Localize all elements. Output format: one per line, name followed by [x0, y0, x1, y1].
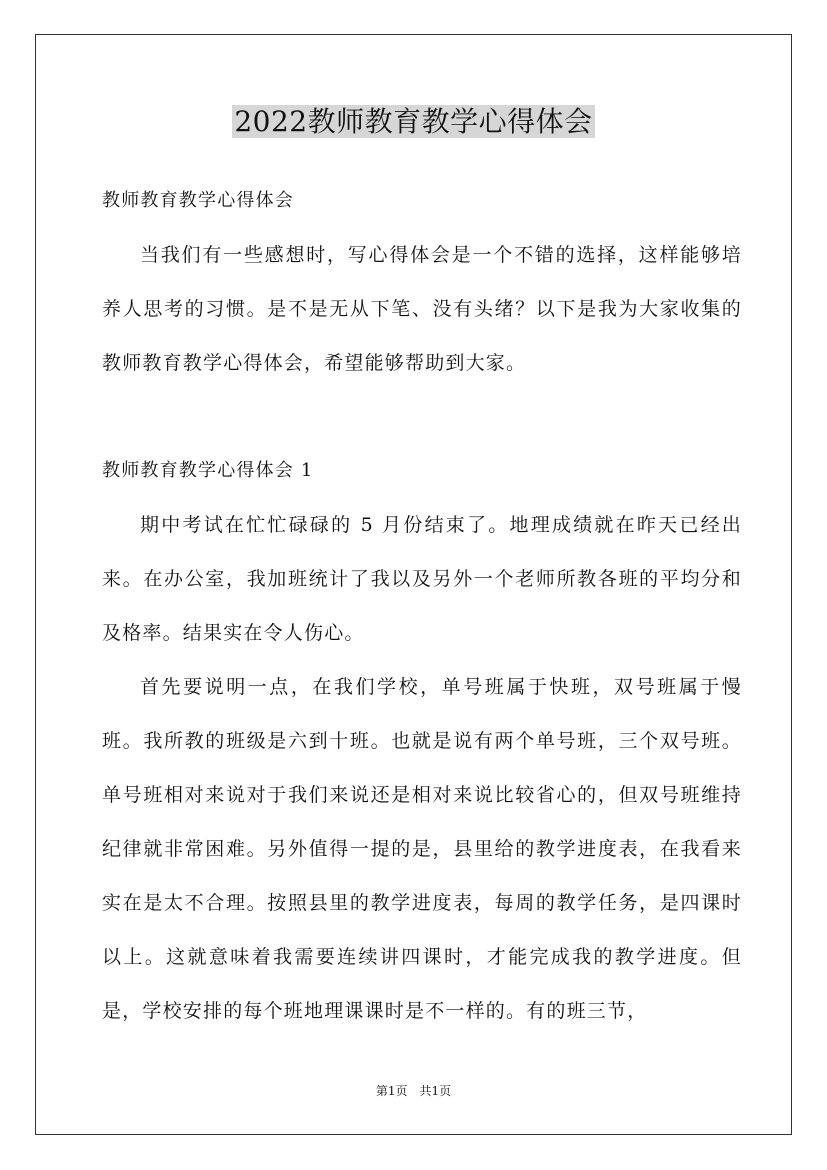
body-paragraph: 期中考试在忙忙碌碌的 5 月份结束了。地理成绩就在昨天已经出来。在办公室，我加班统计了我以及另外一个老师所教各班的平均分和及格率。结果实在令人伤心。 [102, 514, 742, 644]
section-heading: 教师教育教学心得体会 [102, 190, 294, 211]
blank-line [102, 390, 742, 444]
page-total: 共1页 [419, 1084, 452, 1098]
article-heading: 教师教育教学心得体会 1 [102, 460, 314, 481]
document-title [0, 101, 827, 143]
body-paragraph: 首先要说明一点，在我们学校，单号班属于快班，双号班属于慢班。我所教的班级是六到十班。也就是说有两个单号班，三个双号班。单号班相对来说对于我们来说还是相对来说比较省心的，但双号班维持纪律就非常困难。另外值得一提的是，县里给的教学进度表，在我看来实在是太不合理。按照县里的教学进度表，每周的教学任务，是四课时以上。这就意味着我需要连续讲四课时，才能完成我的教学进度。但是，学校安排的每个班地理课课时是不一样的。有的班三节， [102, 676, 742, 1022]
page-number: 第1页 [375, 1084, 408, 1098]
page-footer [0, 1082, 827, 1100]
document-title-text: 2022教师教育教学心得体会 [234, 105, 593, 138]
intro-paragraph: 当我们有一些感想时，写心得体会是一个不错的选择，这样能够培养人思考的习惯。是不是无从下笔、没有头绪？以下是我为大家收集的教师教育教学心得体会，希望能够帮助到大家。 [102, 244, 742, 374]
document-body [102, 174, 742, 1038]
